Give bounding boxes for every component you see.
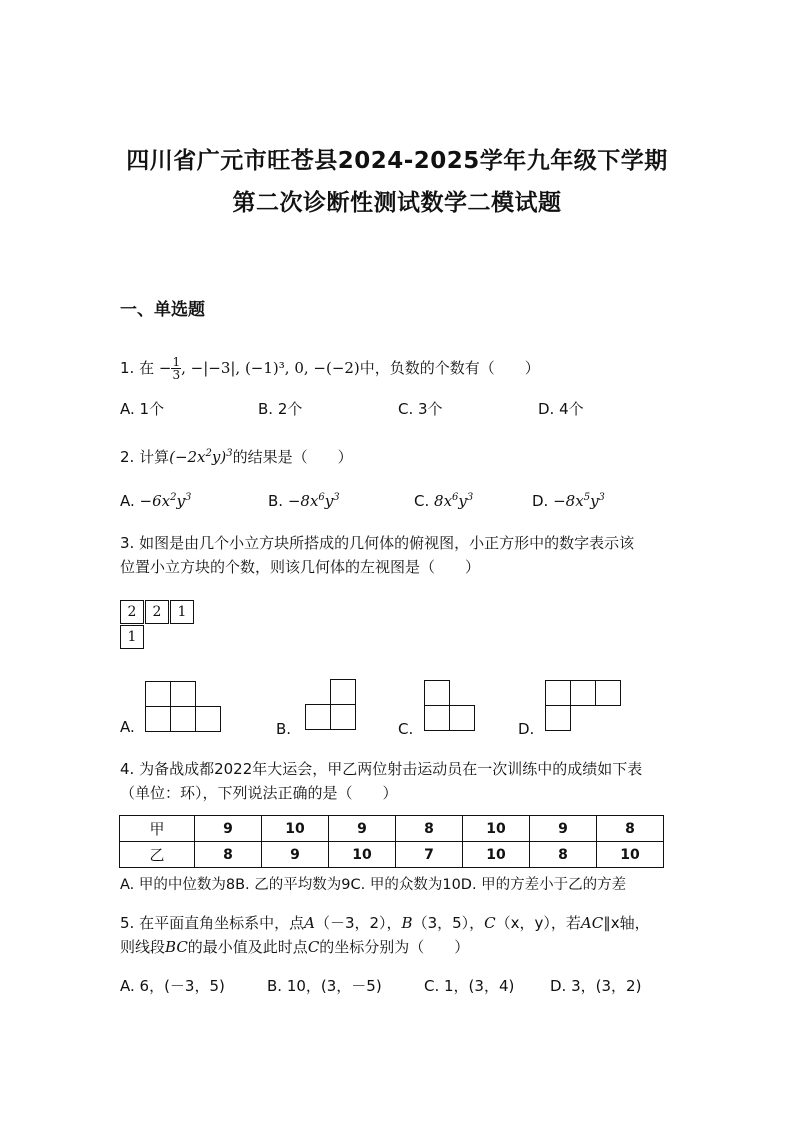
q1-frac-num: 1	[172, 355, 181, 369]
table-cell: 8	[396, 816, 463, 842]
table-cell: 9	[329, 816, 396, 842]
q3-option-a[interactable]: A.	[120, 718, 135, 736]
table-cell: 甲	[120, 816, 195, 842]
table-cell: 8	[530, 842, 597, 868]
q2-option-d[interactable]: D. $-8x^5y^3$	[532, 492, 605, 510]
q2-option-b[interactable]: B. $-8x^6y^3$	[268, 492, 340, 510]
q1-prefix: 1. 在	[120, 359, 155, 377]
q1-frac-den: 3	[172, 368, 181, 382]
q1-expression: , −|−3|, (−1)³, 0, −(−2)	[181, 359, 360, 377]
q1-neg-sign: −	[158, 359, 172, 377]
table-cell: 8	[597, 816, 664, 842]
table-cell: 8	[195, 842, 262, 868]
table-row	[120, 816, 664, 842]
q5-option-d[interactable]: D. 3，(3，2)	[550, 977, 642, 995]
table-cell: 10	[262, 816, 329, 842]
page-title-line1: 四川省广元市旺苍县2024-2025学年九年级下学期	[126, 148, 668, 174]
q3-stem-line2: 位置小立方块的个数，则该几何体的左视图是（ ）	[120, 558, 481, 576]
q3-option-b[interactable]: B.	[276, 720, 292, 738]
table-cell: 乙	[120, 842, 195, 868]
q4-stem-line2: （单位：环），下列说法正确的是（ ）	[120, 784, 398, 802]
grid-cell: 2	[145, 600, 169, 624]
table-cell: 10	[463, 816, 530, 842]
q3-option-c[interactable]: C.	[398, 720, 414, 738]
q3-option-d[interactable]: D.	[518, 720, 535, 738]
q5-option-c[interactable]: C. 1，(3，4)	[424, 977, 515, 995]
question-2-stem	[120, 446, 353, 467]
q4-stem-line1: 4. 为备战成都2022年大运会，甲乙两位射击运动员在一次训练中的成绩如下表	[120, 760, 643, 778]
grid-cell: 1	[120, 625, 144, 649]
question-1-stem	[120, 356, 540, 381]
table-cell: 9	[262, 842, 329, 868]
table-cell: 10	[597, 842, 664, 868]
q1-option-d[interactable]: D. 4个	[538, 400, 584, 418]
table-cell: 7	[396, 842, 463, 868]
q1-option-a[interactable]: A. 1个	[120, 400, 165, 418]
q3-stem-line1: 3. 如图是由几个小立方块所搭成的几何体的俯视图，小正方形中的数字表示该	[120, 534, 635, 552]
table-cell: 9	[530, 816, 597, 842]
q1-option-b[interactable]: B. 2个	[258, 400, 303, 418]
q5-stem-line2: 则线段BC的最小值及此时点C的坐标分别为（ ）	[120, 938, 470, 956]
table-cell: 10	[463, 842, 530, 868]
q5-stem-line1: 5. 在平面直角坐标系中，点A（－3，2），B（3，5），C（x，y），若AC∥x轴，	[120, 914, 650, 932]
q4-options[interactable]: A. 甲的中位数为8B. 乙的平均数为9C. 甲的众数为10D. 甲的方差小于乙的方差	[120, 877, 627, 893]
page-title-line2: 第二次诊断性测试数学二模试题	[232, 190, 562, 216]
table-row	[120, 842, 664, 868]
q5-option-b[interactable]: B. 10，(3，－5)	[267, 977, 382, 995]
grid-cell: 1	[170, 600, 194, 624]
table-cell: 9	[195, 816, 262, 842]
q2-expression: $(-2x^2y)^3$	[169, 448, 233, 466]
q2-suffix: 的结果是（ ）	[232, 448, 353, 466]
q2-option-a[interactable]: A. $-6x^2y^3$	[120, 492, 192, 510]
table-cell: 10	[329, 842, 396, 868]
q1-option-c[interactable]: C. 3个	[398, 400, 443, 418]
section-heading: 一、单选题	[120, 300, 205, 320]
q4-score-table	[119, 815, 664, 868]
q2-prefix: 2. 计算	[120, 448, 170, 466]
q1-fraction	[171, 356, 181, 381]
q5-option-a[interactable]: A. 6，(－3，5)	[120, 977, 225, 995]
grid-cell: 2	[120, 600, 144, 624]
q1-suffix: 中，负数的个数有（ ）	[359, 359, 540, 377]
q2-option-c[interactable]: C. $8x^6y^3$	[414, 492, 474, 510]
